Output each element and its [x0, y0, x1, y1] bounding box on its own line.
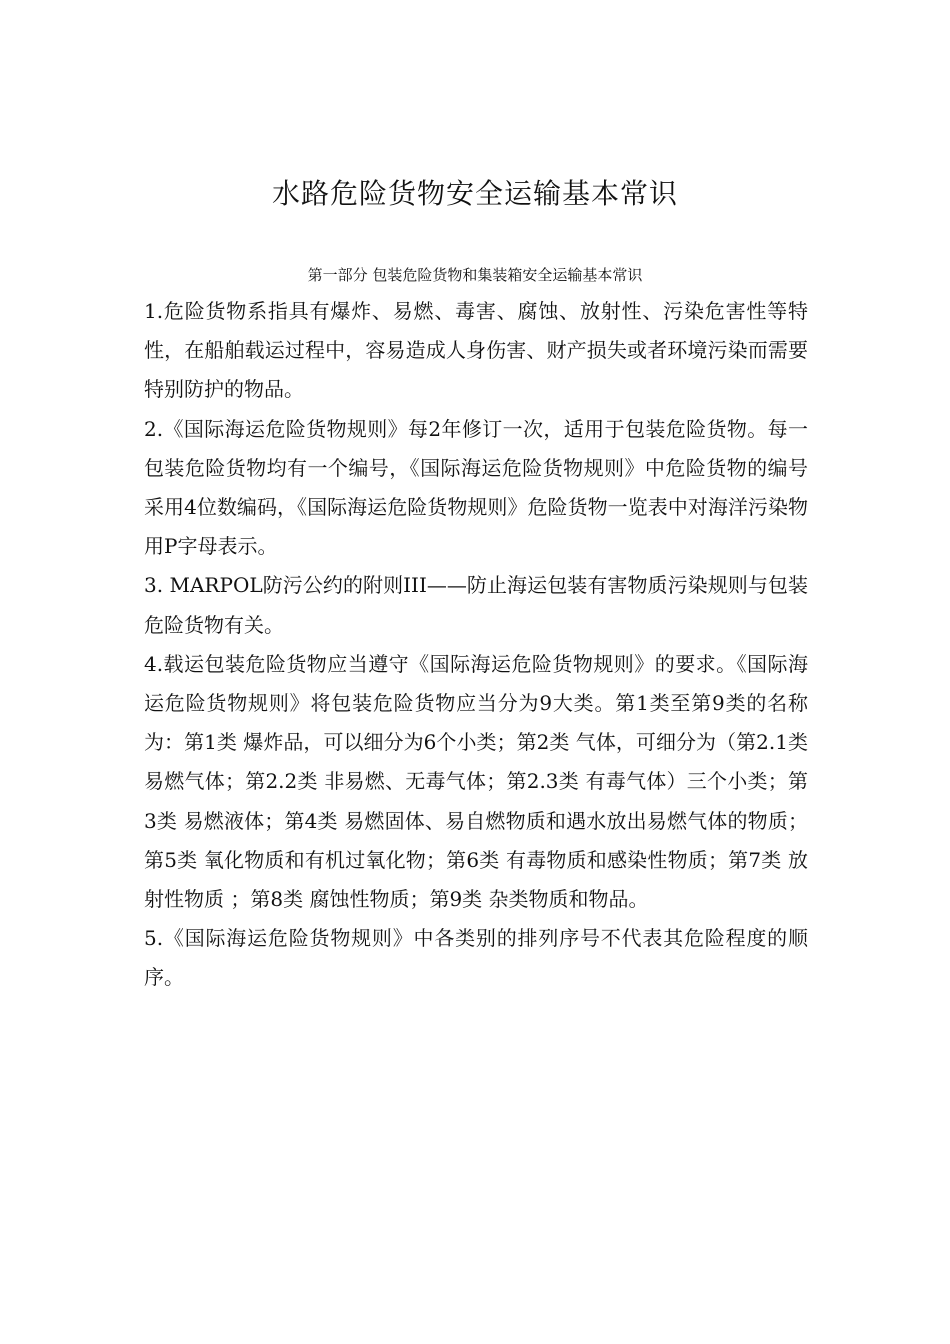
document-title: 水路危险货物安全运输基本常识 [271, 177, 678, 210]
section-heading: 第一部分 包装危险货物和集装箱安全运输基本常识 [307, 266, 643, 284]
paragraph-1: 1.危险货物系指具有爆炸、易燃、毒害、腐蚀、放射性、污染危害性等特性，在船舶载运过程中，容易造成人身伤害、财产损失或者环境污染而需要特别防护的物品。 [144, 299, 808, 402]
paragraph-3: 3. MARPOL防污公约的附则III——防止海运包装有害物质污染规则与包装危险货物有关。 [144, 573, 808, 637]
paragraph-4: 4.载运包装危险货物应当遵守《国际海运危险货物规则》的要求。《国际海运危险货物规则》将包装危险货物应当分为9大类。第1类至第9类的名称为：第1类 爆炸品，可以细分为6个小类；第2类 气体，可细分为（第2.1类 易燃气体；第2.2类 非易燃、无毒气体；第2.3类 有毒气体）三个小类；第3类 易燃液体；第4类 易燃固体、易自燃物质和遇水放出易燃气体的物质；第5类 氧化物质和有机过氧化物；第6类 有毒物质和感染性物质；第7类 放射性物质 ；第8类 腐蚀性物质；第9类 杂类物质和物品。 [144, 651, 808, 912]
paragraph-2: 2.《国际海运危险货物规则》每2年修订一次，适用于包装危险货物。每一包装危险货物均有一个编号，《国际海运危险货物规则》中危险货物的编号采用4位数编码，《国际海运危险货物规则》危险货物一览表中对海洋污染物用P字母表示。 [144, 416, 808, 559]
paragraph-5: 5.《国际海运危险货物规则》中各类别的排列序号不代表其危险程度的顺序。 [144, 926, 808, 990]
document-body [144, 292, 808, 998]
